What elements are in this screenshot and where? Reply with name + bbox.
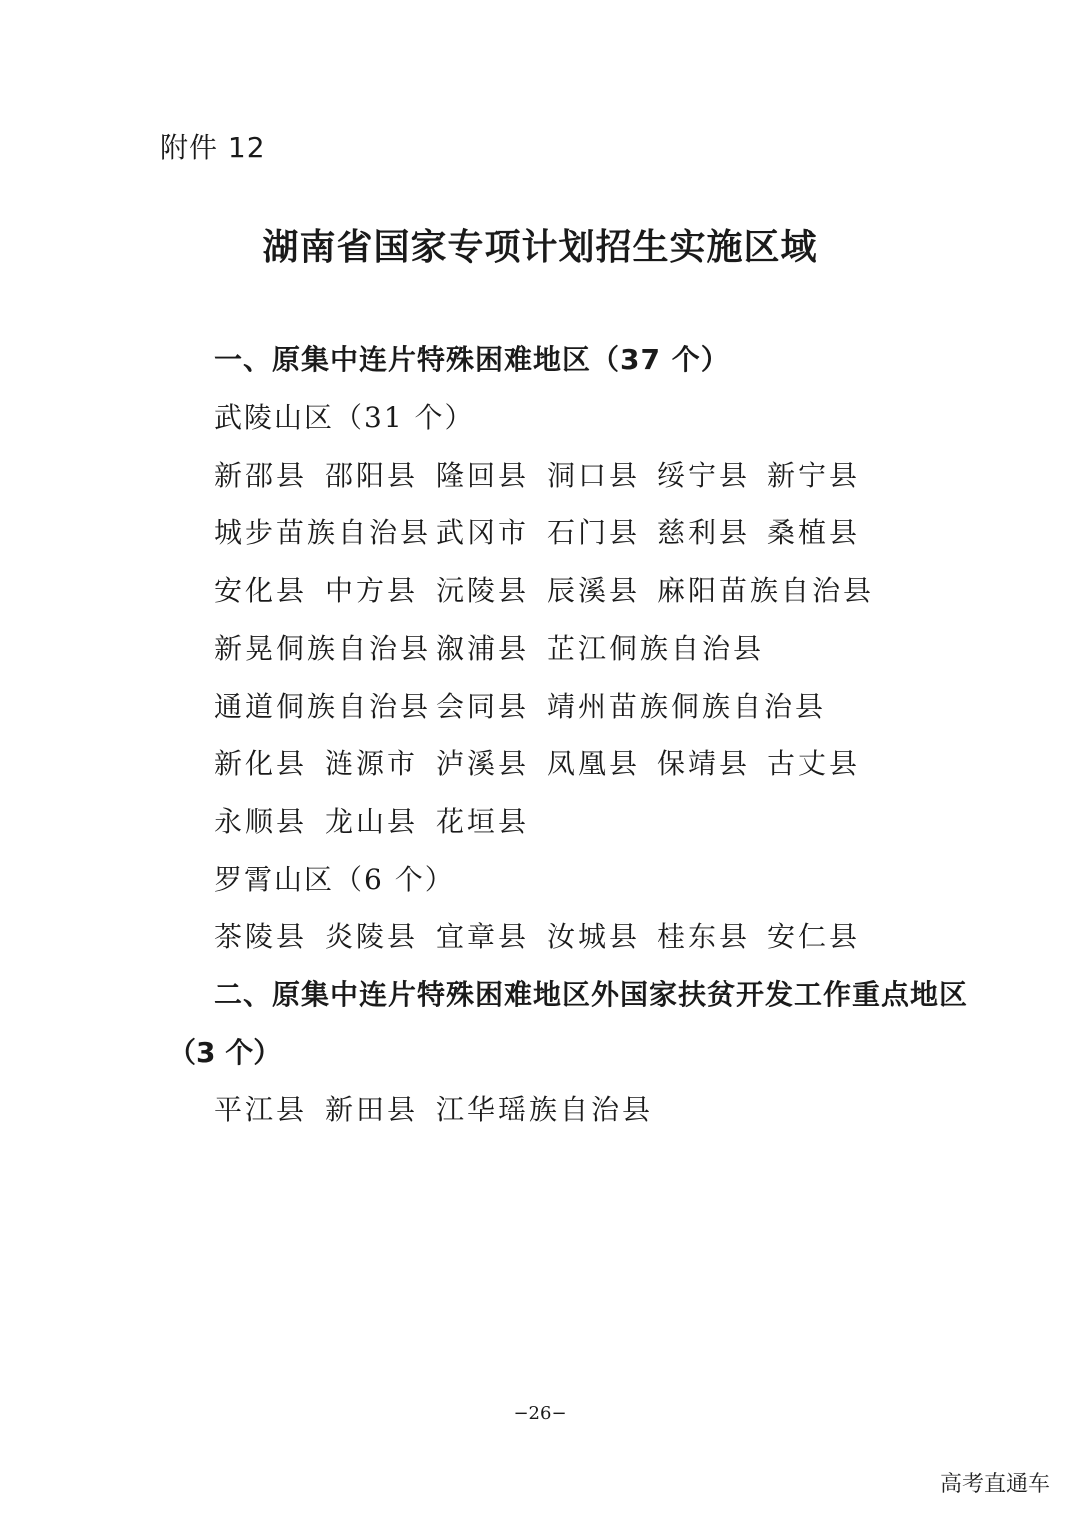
page-title: 湖南省国家专项计划招生实施区域 <box>262 226 818 268</box>
county-name: 保靖县 <box>657 747 751 780</box>
county-name: 龙山县 <box>325 805 419 838</box>
county-name: 永顺县 <box>214 805 308 838</box>
watermark: 高考直通车 <box>939 1472 1050 1497</box>
county-name: 武冈市 <box>436 516 530 549</box>
county-name: 平江县 <box>214 1093 308 1126</box>
county-name: 靖州苗族侗族自治县 <box>547 690 827 723</box>
group-wuling-heading: 武陵山区（31 个） <box>214 401 475 434</box>
county-name: 安化县 <box>214 574 308 607</box>
county-name: 泸溪县 <box>436 747 530 780</box>
county-name: 溆浦县 <box>436 632 530 665</box>
county-name: 城步苗族自治县 <box>214 516 432 549</box>
county-name: 芷江侗族自治县 <box>547 632 765 665</box>
group-luoxiao-heading: 罗霄山区（6 个） <box>214 863 455 896</box>
county-name: 安仁县 <box>767 920 861 953</box>
page-number: −26− <box>513 1403 567 1424</box>
county-name: 桂东县 <box>657 920 751 953</box>
attachment-label: 附件 12 <box>160 131 266 164</box>
county-name: 邵阳县 <box>325 459 419 492</box>
section-2-heading-continuation: （3 个） <box>168 1036 282 1069</box>
county-name: 凤凰县 <box>547 747 641 780</box>
county-name: 中方县 <box>325 574 419 607</box>
county-name: 隆回县 <box>436 459 530 492</box>
county-name: 新邵县 <box>214 459 308 492</box>
county-name: 炎陵县 <box>325 920 419 953</box>
county-name: 会同县 <box>436 690 530 723</box>
county-name: 新宁县 <box>767 459 861 492</box>
section-2-heading: 二、原集中连片特殊困难地区外国家扶贫开发工作重点地区 <box>214 978 969 1011</box>
county-name: 古丈县 <box>767 747 861 780</box>
county-name: 洞口县 <box>547 459 641 492</box>
county-name: 新晃侗族自治县 <box>214 632 432 665</box>
county-name: 宜章县 <box>436 920 530 953</box>
county-name: 通道侗族自治县 <box>214 690 432 723</box>
county-name: 绥宁县 <box>657 459 751 492</box>
county-name: 新田县 <box>325 1093 419 1126</box>
county-name: 辰溪县 <box>547 574 641 607</box>
county-name: 石门县 <box>547 516 641 549</box>
county-name: 新化县 <box>214 747 308 780</box>
county-name: 花垣县 <box>436 805 530 838</box>
county-name: 汝城县 <box>547 920 641 953</box>
county-name: 沅陵县 <box>436 574 530 607</box>
county-name: 江华瑶族自治县 <box>436 1093 654 1126</box>
section-1-heading: 一、原集中连片特殊困难地区（37 个） <box>214 343 730 376</box>
county-name: 麻阳苗族自治县 <box>657 574 875 607</box>
county-name: 涟源市 <box>325 747 419 780</box>
county-name: 慈利县 <box>657 516 751 549</box>
county-name: 桑植县 <box>767 516 861 549</box>
county-name: 茶陵县 <box>214 920 308 953</box>
